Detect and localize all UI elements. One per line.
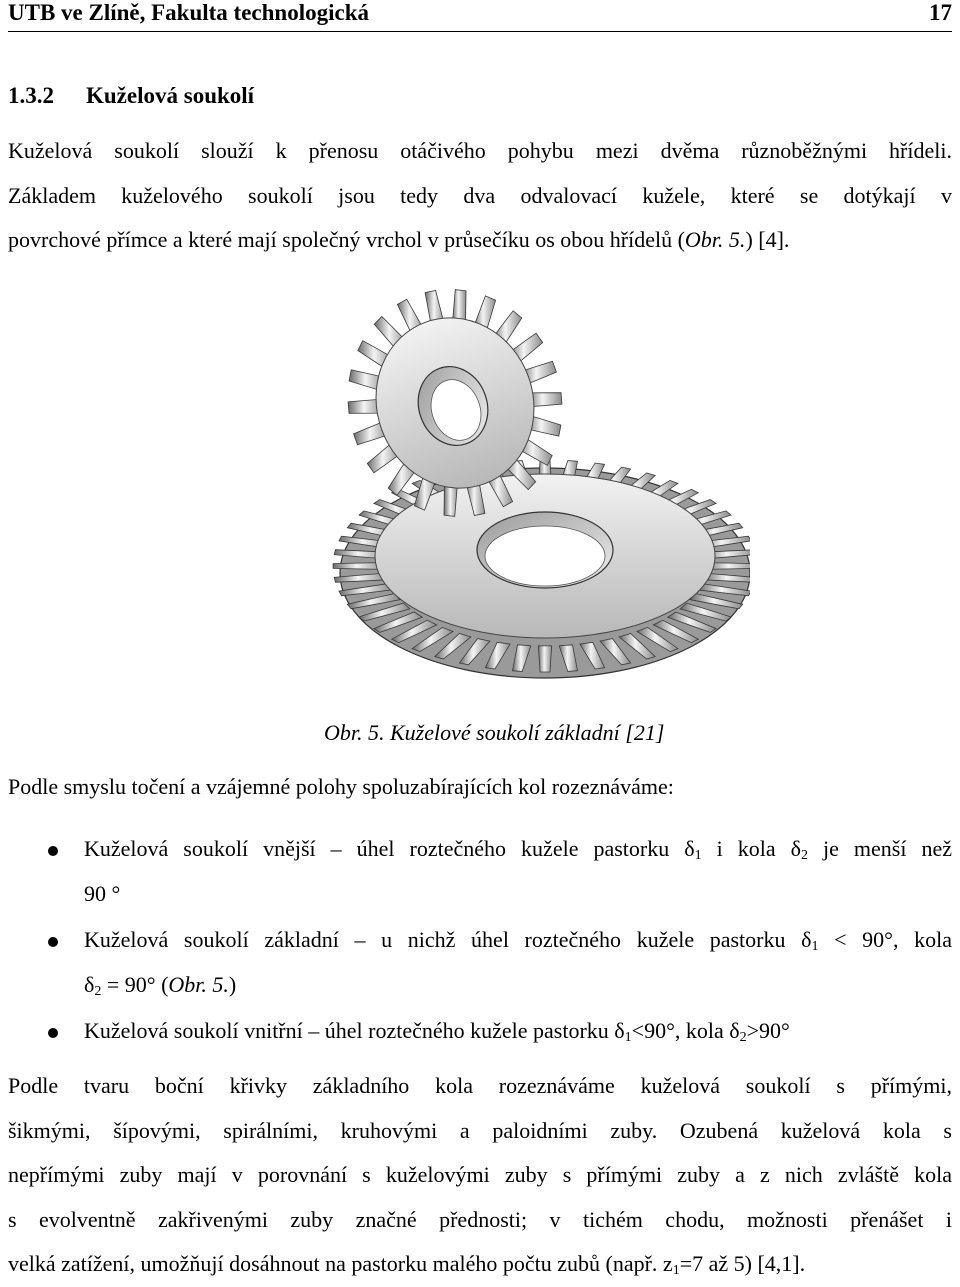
list-text: >90° xyxy=(746,1018,790,1043)
closing-line: Podle tvaru boční křivky základního kola rozeznáváme kuželová soukolí s přímými, xyxy=(8,1073,952,1098)
subscript: 2 xyxy=(801,848,809,863)
list-text: Kuželová soukolí vnější – úhel roztečného kužele pastorku δ xyxy=(84,836,695,861)
closing-line: s evolventně zakřivenými zuby značné přednosti; v tichém chodu, možnosti přenášet i xyxy=(8,1206,952,1232)
list-item xyxy=(84,826,952,916)
small-bevel-gear-pinion xyxy=(348,290,562,517)
list-item xyxy=(84,917,952,1007)
list-item-line xyxy=(84,962,952,1007)
header-rule xyxy=(8,31,952,32)
list-item-line xyxy=(84,826,952,871)
subscript: 2 xyxy=(739,1030,747,1045)
list-text: je menší než xyxy=(808,836,952,861)
list-text: i kola δ xyxy=(701,836,802,861)
list-item-line xyxy=(84,1008,952,1053)
list-text: Kuželová soukolí základní – u nichž úhel roztečného kužele pastorku δ xyxy=(84,927,812,952)
figure-caption: Obr. 5. Kuželové soukolí základní [21] xyxy=(324,720,665,745)
list-text: ) xyxy=(228,972,237,997)
intro-text: povrchové přímce a které mají společný vrchol v průsečíku os obou hřídelů ( xyxy=(8,227,685,252)
bullet-icon xyxy=(48,846,58,856)
closing-line: šikmými, šípovými, spirálními, kruhovými a paloidními zuby. Ozubená kuželová kola s xyxy=(8,1117,952,1143)
closing-paragraph xyxy=(8,1064,952,1287)
subscript: 1 xyxy=(672,1263,680,1278)
subscript: 2 xyxy=(94,984,102,999)
intro-paragraph xyxy=(8,129,952,263)
list-item xyxy=(84,1008,952,1053)
figure-reference: Obr. 5. xyxy=(684,227,746,252)
bullet-icon xyxy=(48,937,58,947)
bevel-gears-illustration xyxy=(310,288,750,684)
subscript: 1 xyxy=(811,939,819,954)
page-number: 17 xyxy=(929,0,952,25)
list-intro: Podle smyslu točení a vzájemné polohy spoluzabírajících kol rozeznáváme: xyxy=(8,774,674,799)
section-heading xyxy=(8,82,254,110)
closing-text: velká zatížení, umožňují dosáhnout na pastorku malého počtu zubů (např. z xyxy=(8,1251,673,1276)
list-text: < 90°, kola xyxy=(818,927,952,952)
closing-line: nepřímými zuby mají v porovnání s kuželovými zuby s přímými zuby a z nich zvláště kola xyxy=(8,1162,952,1187)
bullet-icon xyxy=(48,1028,58,1038)
gear-tooth xyxy=(538,646,551,672)
list-item-line xyxy=(84,917,952,962)
closing-line xyxy=(8,1242,952,1287)
section-number: 1.3.2 xyxy=(8,83,54,108)
list-text: δ xyxy=(84,972,95,997)
subscript: 1 xyxy=(624,1030,632,1045)
intro-line: Kuželová soukolí slouží k přenosu otáčivého pohybu mezi dvěma různoběžnými hřídeli. xyxy=(8,138,952,163)
list-text: = 90° ( xyxy=(101,972,169,997)
page-header xyxy=(8,0,952,30)
subscript: 1 xyxy=(694,848,702,863)
closing-text: =7 až 5) [4,1]. xyxy=(679,1251,806,1276)
intro-line xyxy=(8,218,952,263)
list-text: <90°, kola δ xyxy=(631,1018,740,1043)
intro-text: ) [4]. xyxy=(745,227,790,252)
header-title: UTB ve Zlíně, Fakulta technologická xyxy=(8,0,369,25)
list-text: Kuželová soukolí vnitřní – úhel roztečného kužele pastorku δ xyxy=(84,1018,625,1043)
list-item-line: 90 ° xyxy=(84,881,121,906)
figure-reference: Obr. 5. xyxy=(168,972,229,997)
section-title: Kuželová soukolí xyxy=(86,83,255,108)
intro-line: Základem kuželového soukolí jsou tedy dva odvalovací kužele, které se dotýkají v xyxy=(8,182,952,208)
